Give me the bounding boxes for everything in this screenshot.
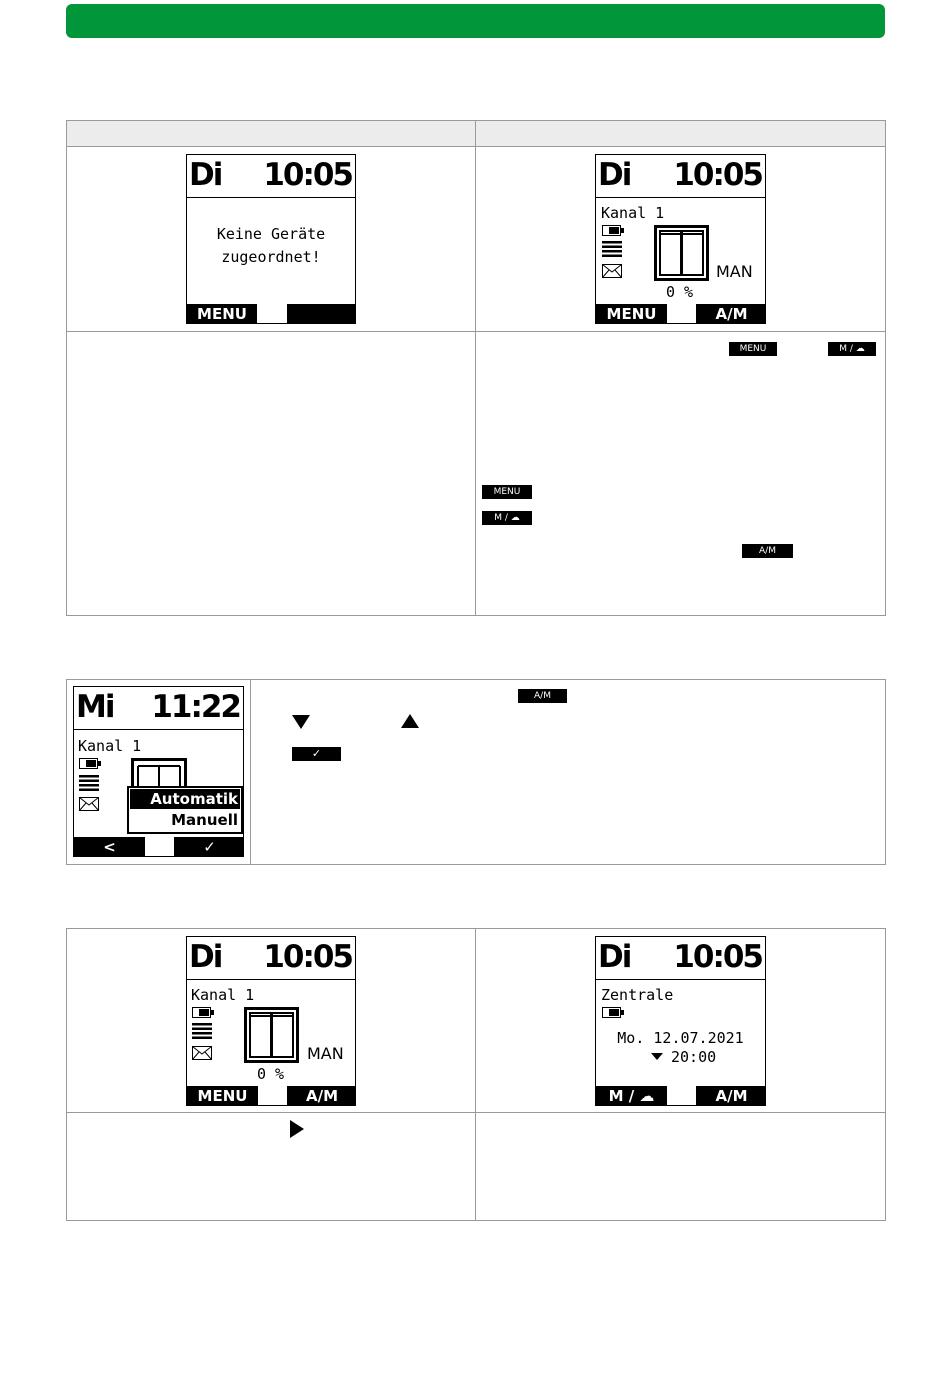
- softkey-auto-manual[interactable]: A/M: [287, 1086, 356, 1105]
- list-icon: [602, 241, 622, 257]
- arrow-down-icon: [292, 715, 310, 729]
- window-icon: [244, 1007, 299, 1063]
- device-screen-central: [595, 936, 766, 1106]
- screen-separator: [596, 979, 765, 980]
- device-screen-channel: [595, 154, 766, 324]
- table-1-divider: [475, 121, 476, 615]
- date-label: Mo. 12.07.2021: [617, 1029, 744, 1047]
- table-2-divider: [250, 680, 251, 864]
- m-cloud-key-badge: M / ☁: [828, 342, 876, 356]
- message-line-2: zugeordnet!: [221, 248, 321, 266]
- battery-icon: [602, 1007, 624, 1018]
- menu-key-badge: MENU: [729, 342, 777, 356]
- battery-icon: [79, 758, 101, 769]
- section-header-bar: [66, 4, 885, 38]
- device-label: Zentrale: [601, 986, 674, 1004]
- clock-label: 10:05: [673, 157, 762, 193]
- arrow-down-icon: [651, 1053, 663, 1060]
- screen-separator: [596, 197, 765, 198]
- window-icon: [654, 225, 709, 281]
- softkey-confirm[interactable]: ✓: [174, 837, 244, 856]
- softkey-menu[interactable]: MENU: [187, 304, 257, 323]
- weekday-label: Di: [598, 939, 631, 975]
- mode-label: MAN: [307, 1044, 344, 1063]
- option-automatik[interactable]: Automatik: [130, 789, 240, 809]
- am-key-badge: A/M: [742, 544, 793, 558]
- battery-icon: [192, 1007, 214, 1018]
- table-1-row-divider: [67, 331, 885, 332]
- channel-label: Kanal 1: [191, 986, 255, 1004]
- message-line-1: Keine Geräte: [216, 225, 326, 243]
- am-key-badge: A/M: [518, 689, 567, 703]
- softkey-auto-manual[interactable]: A/M: [696, 304, 766, 323]
- softkey-back[interactable]: <: [74, 837, 145, 856]
- clock-label: 10:05: [263, 157, 352, 193]
- channel-label: Kanal 1: [78, 737, 142, 755]
- screen-separator: [187, 979, 355, 980]
- device-screen-channel: [186, 936, 356, 1106]
- device-screen-mode-select: [73, 686, 244, 857]
- list-icon: [192, 1023, 212, 1039]
- list-icon: [79, 775, 99, 791]
- window-icon: [131, 758, 187, 788]
- envelope-icon: [602, 264, 622, 278]
- weekday-label: Mi: [76, 689, 114, 725]
- softkey-menu[interactable]: MENU: [596, 304, 667, 323]
- clock-label: 11:22: [151, 689, 240, 725]
- table-1-header-row: [67, 121, 885, 147]
- softkey-m-cloud[interactable]: M / ☁: [596, 1086, 667, 1105]
- envelope-icon: [79, 797, 99, 811]
- menu-key-badge: MENU: [482, 485, 532, 499]
- weekday-label: Di: [598, 157, 631, 193]
- arrow-right-icon: [290, 1120, 304, 1138]
- weekday-label: Di: [189, 157, 222, 193]
- arrow-up-icon: [401, 714, 419, 728]
- device-screen-no-devices: [186, 154, 356, 324]
- m-cloud-key-badge: M / ☁: [482, 511, 532, 525]
- softkey-auto-manual[interactable]: A/M: [696, 1086, 766, 1105]
- battery-icon: [602, 225, 624, 236]
- table-3-row-divider: [67, 1112, 885, 1113]
- table-3-divider: [475, 929, 476, 1220]
- clock-label: 10:05: [263, 939, 352, 975]
- check-key-badge: ✓: [292, 747, 341, 761]
- clock-label: 10:05: [673, 939, 762, 975]
- next-switch-time: 20:00: [671, 1048, 717, 1066]
- position-label: 0 %: [257, 1065, 285, 1083]
- channel-label: Kanal 1: [601, 204, 665, 222]
- screen-separator: [74, 729, 243, 730]
- position-label: 0 %: [666, 283, 694, 301]
- option-manuell[interactable]: Manuell: [171, 811, 238, 829]
- weekday-label: Di: [189, 939, 222, 975]
- screen-separator: [187, 197, 355, 198]
- envelope-icon: [192, 1046, 212, 1060]
- softkey-menu[interactable]: MENU: [187, 1086, 258, 1105]
- softkey-right-blank[interactable]: [287, 304, 356, 323]
- mode-label: MAN: [716, 262, 753, 281]
